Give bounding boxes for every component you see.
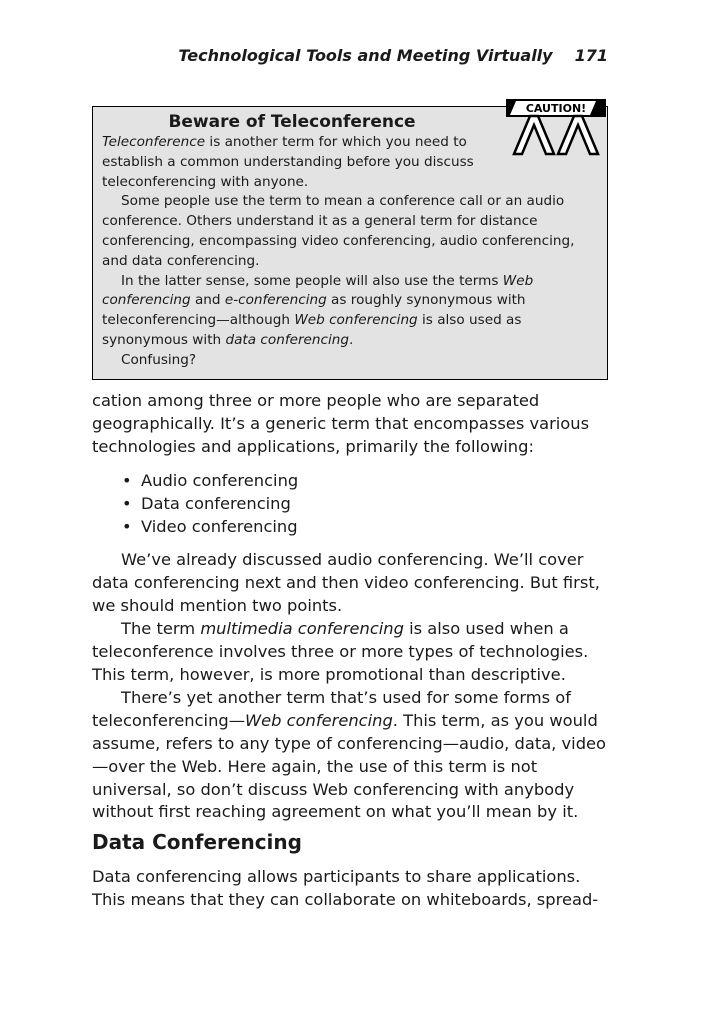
section-body (92, 866, 608, 912)
section-heading: Data Conferencing (92, 830, 302, 854)
sidebar-paragraph-4: Confusing? (121, 351, 197, 368)
section-paragraph-1: Data conferencing allows participants to share applications. This means that they can collaborate on whiteboards, spread- (92, 867, 599, 909)
page-number: 171 (574, 46, 608, 65)
list-item: • Audio conferencing (122, 470, 608, 493)
list-item: • Video conferencing (122, 516, 608, 539)
running-header (92, 46, 608, 65)
sidebar-paragraph-3: In the latter sense, some people will also use the terms Web conferencing and e-conferencing as roughly synonymous with teleconferencing—although Web conferencing is also used as synonymous with data conferencing. (102, 272, 534, 348)
body-paragraph-3: The term multimedia conferencing is also used when a teleconference involves three or more types of technologies. This term, however, is more promotional than descriptive. (92, 619, 589, 684)
technology-list (92, 470, 608, 539)
main-body (92, 390, 608, 824)
body-paragraph-1: cation among three or more people who are separated geographically. It’s a generic term that encompasses various technologies and applications, primarily the following: (92, 391, 590, 456)
sidebar-paragraph-1: Teleconference is another term for which you need to establish a common understanding before you discuss teleconferencing with anyone. (102, 134, 474, 190)
caution-badge-text: CAUTION! (525, 102, 587, 115)
body-paragraph-4: There’s yet another term that’s used for some forms of teleconferencing—Web conferencing. This term, as you would assume, refers to any type of conferencing—audio, data, video—over the Web. Here again, the use of this term is not universal, so don’t discuss Web conferencing with anybody without first reaching agreement on what you’ll mean by it. (92, 687, 607, 822)
sidebar-title: Beware of Teleconference (168, 112, 416, 132)
running-title: Technological Tools and Meeting Virtually (178, 46, 553, 65)
caution-sign-icon (506, 98, 606, 156)
list-item: • Data conferencing (122, 493, 608, 516)
body-paragraph-2: We’ve already discussed audio conferencing. We’ll cover data conferencing next and then video conferencing. But first, we should mention two points. (92, 550, 600, 616)
sidebar-paragraph-2: Some people use the term to mean a conference call or an audio conference. Others understand it as a general term for distance conferencing, encompassing video conferencing, audio conferencing, and data conferencing. (102, 193, 575, 269)
